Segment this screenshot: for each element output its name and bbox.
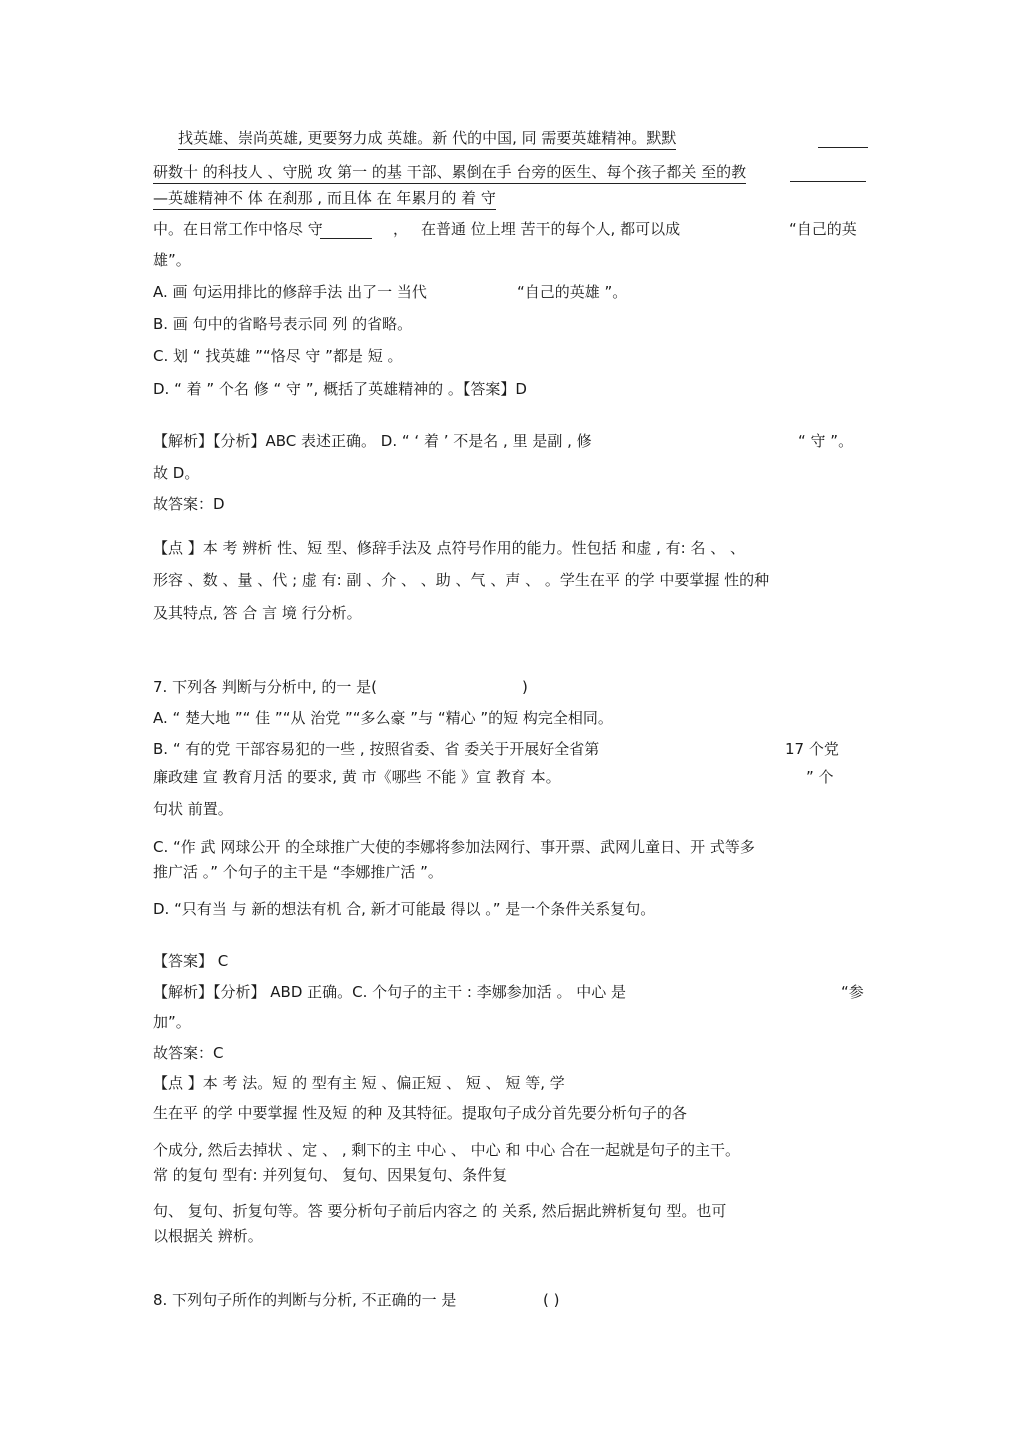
passage-line-4c: 在普通 位上埋 苦干的每个人, 都可以成 [421, 220, 681, 238]
q6-analysis: 【解析】【分析】ABC 表述正确。 D. “ ‘ 着 ’ 不是名 , 里 是副 , 修 [153, 432, 592, 450]
q6-analysis-tail: “ 守 ”。 [798, 432, 854, 450]
q7-option-b-1-tail: 17 个党 [785, 740, 839, 758]
q6-answer: 故答案：D [153, 495, 225, 513]
q7-answer: 故答案：C [153, 1044, 224, 1062]
q7-point-4: 常 的复句 型有: 并列复句、 复句、因果复句、条件复 [153, 1166, 508, 1184]
q7-option-d: D. “只有当 与 新的想法有机 合, 新才可能最 得以 。” 是一个条件关系复句。 [153, 900, 656, 918]
q7-analysis-tail: “参 [841, 983, 864, 1001]
q7-option-b-2: 廉政建 宣 教育月活 的要求, 黄 市《哪些 不能 》宣 教育 本。 [153, 768, 561, 786]
q7-stem-close: ) [522, 678, 528, 696]
q7-option-c-1: C. “作 武 网球公开 的全球推广大使的李娜将参加法网行、事开票、武网儿童日、开 式等多 [153, 838, 755, 856]
blank-line [818, 147, 868, 148]
q7-option-a: A. “ 楚大地 ”“ 佳 ”“从 治党 ”“多么豪 ”与 “精心 ”的短 构完全相同。 [153, 709, 613, 727]
q7-point-5: 句、 复句、折复句等。答 要分析句子前后内容之 的 关系, 然后据此辨析复句 型。也可 [153, 1202, 727, 1220]
q7-analysis-2: 加”。 [153, 1013, 191, 1031]
q7-point-3: 个成分, 然后去掉状 、定 、 , 剩下的主 中心 、 中心 和 中心 合在一起就是句子的主干。 [153, 1141, 740, 1159]
passage-line-1: 找英雄、崇尚英雄, 更要努力成 英雄。新 代的中国, 同 需要英雄精神。默默 [178, 128, 676, 150]
q7-point-1: 【点 】本 考 法。短 的 型有主 短 、偏正短 、 短 、 短 等, 学 [153, 1074, 565, 1092]
passage-line-5: 雄”。 [153, 251, 191, 269]
q7-stem: 7. 下列各 判断与分析中, 的一 是( [153, 678, 378, 696]
q6-option-b: B. 画 句中的省略号表示同 列 的省略。 [153, 315, 413, 333]
q7-point-6: 以根据关 辨析。 [153, 1227, 263, 1245]
q6-option-d: D. “ 着 ” 个名 修 “ 守 ”, 概括了英雄精神的 。【答案】D [153, 380, 527, 398]
q7-option-c-2: 推广活 。” 个句子的主干是 “李娜推广活 ”。 [153, 863, 443, 881]
q7-option-b-1: B. “ 有的党 干部容易犯的一些 , 按照省委、省 委关于开展好全省第 [153, 740, 600, 758]
q6-point-1: 【点 】本 考 辨析 性、短 型、修辞手法及 点符号作用的能力。性包括 和虚 , 有: 名 、 、 [153, 539, 746, 557]
q6-point-3: 及其特点, 答 合 言 境 行分析。 [153, 604, 362, 622]
q6-option-c: C. 划 “ 找英雄 ”“恪尽 守 ”都是 短 。 [153, 347, 403, 365]
q6-analysis-2: 故 D。 [153, 464, 200, 482]
passage-line-2: 研数十 的科技人 、守脱 攻 第一 的基 干部、累倒在手 台旁的医生、每个孩子都关 至的教 [153, 162, 746, 184]
q7-analysis: 【解析】【分析】 ABD 正确。C. 个句子的主干 : 李娜参加活 。 中心 是 [153, 983, 627, 1001]
passage-line-3: —英雄精神不 体 在刹那 , 而且体 在 年累月的 着 守 [153, 188, 496, 210]
q8-stem: 8. 下列句子所作的判断与分析, 不正确的一 是 [153, 1291, 457, 1309]
q8-paren: ( ) [543, 1291, 560, 1309]
q7-option-b-2-tail: ” 个 [806, 768, 834, 786]
q6-option-a: A. 画 句运用排比的修辞手法 出了一 当代 [153, 283, 427, 301]
q6-option-a-tail: “自己的英雄 ”。 [517, 283, 628, 301]
blank-line [320, 238, 372, 239]
blank-line [790, 181, 866, 182]
q7-point-2: 生在平 的学 中要掌握 性及短 的种 及其特征。提取句子成分首先要分析句子的各 [153, 1104, 687, 1122]
passage-line-4a: 中。在日常工作中恪尽 守 [153, 220, 323, 238]
q7-option-b-3: 句状 前置。 [153, 800, 233, 818]
passage-line-4b: ， [393, 220, 409, 238]
passage-line-4d: “自己的英 [789, 220, 857, 238]
q7-answer-label: 【答案】 C [153, 952, 229, 970]
q6-point-2: 形容 、数 、量 、代 ; 虚 有: 副 、介 、 、助 、气 、声 、 。学生在平 的学 中要掌握 性的种 [153, 571, 770, 589]
